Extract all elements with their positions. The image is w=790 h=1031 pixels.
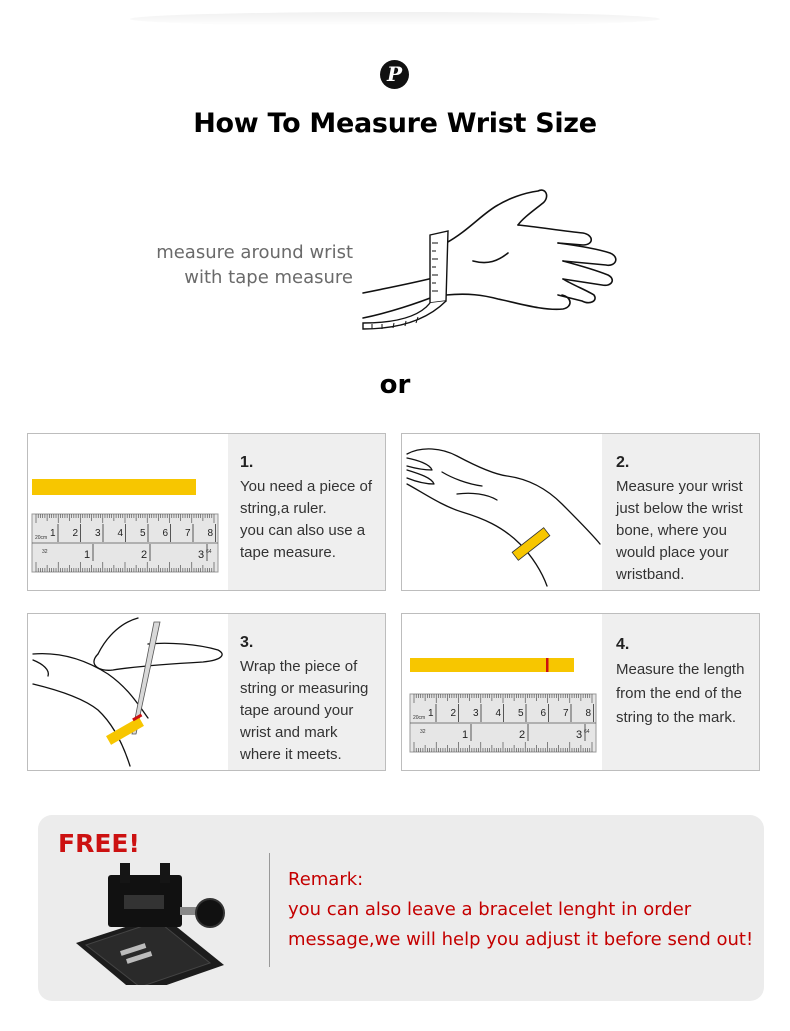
yellow-string: [410, 658, 574, 672]
step-description: Measure your wrist just below the wrist bone, where you would place your wristband.: [616, 478, 743, 583]
ruler-top-mark: 3: [95, 528, 101, 539]
ruler-top-mark: 3: [473, 708, 479, 719]
ruler-top-mark: 1: [50, 528, 56, 539]
measure-string-illustration: [402, 614, 602, 770]
or-separator: or: [379, 370, 411, 400]
remark-line1: you can also leave a bracelet lenght in order: [288, 899, 692, 920]
ruler-unit-bottom-right: 64: [584, 729, 590, 735]
ruler-unit-top: 20cm: [413, 715, 426, 721]
ruler: [32, 514, 218, 572]
yellow-string: [32, 479, 196, 495]
string-and-ruler-illustration: [28, 434, 228, 590]
ruler-bottom-mark: 1: [462, 729, 469, 741]
step-text-3: [240, 632, 382, 766]
ruler-bottom-mark: 2: [141, 549, 148, 561]
wrist-caption-line2: with tape measure: [184, 267, 353, 288]
step-number: 1.: [240, 454, 254, 471]
ruler: [410, 694, 596, 752]
ruler-top-mark: 8: [585, 708, 592, 719]
ruler-top-mark: 5: [140, 528, 146, 539]
step-number: 4.: [616, 636, 630, 653]
step-card-2: [401, 433, 760, 591]
ruler-top-mark: 6: [540, 708, 547, 719]
wrist-tape-illustration: [358, 183, 628, 333]
step-card-1: [27, 433, 386, 591]
free-badge: FREE!: [58, 829, 140, 858]
step-description: You need a piece of string,a ruler. you can also use a tape measure.: [240, 478, 373, 561]
step-number: 2.: [616, 454, 630, 471]
ruler-top-mark: 2: [72, 528, 79, 539]
step-description: Wrap the piece of string or measuring tape around your wrist and mark where it meets.: [240, 658, 369, 763]
ruler-top-mark: 5: [518, 708, 524, 719]
step-card-3: [27, 613, 386, 771]
ruler-bottom-mark: 2: [519, 729, 526, 741]
remark-heading: Remark:: [288, 869, 364, 890]
step-text-2: [616, 452, 758, 586]
ruler-unit-bottom-left: 32: [420, 729, 426, 735]
ruler-top-mark: 1: [428, 708, 434, 719]
ruler-bottom-mark: 3: [576, 729, 583, 741]
ruler-top-mark: 7: [185, 528, 191, 539]
top-shadow: [130, 12, 660, 26]
step-text-4: [616, 634, 758, 730]
wrist-caption: [120, 240, 353, 290]
ruler-unit-bottom-left: 32: [42, 549, 48, 555]
ruler-top-mark: 7: [563, 708, 569, 719]
hand-wristband-illustration: [402, 434, 602, 590]
ruler-top-mark: 2: [450, 708, 457, 719]
remark-divider: [269, 853, 270, 967]
red-mark: [546, 658, 549, 672]
ruler-top-mark: 4: [117, 528, 124, 539]
wrap-and-mark-illustration: [28, 614, 228, 770]
yellow-wristband: [512, 528, 550, 561]
ruler-top-mark: 8: [207, 528, 214, 539]
ruler-unit-top: 20cm: [35, 535, 48, 541]
remark-panel: [38, 815, 764, 1001]
ruler-bottom-mark: 1: [84, 549, 91, 561]
brand-logo-icon: P: [380, 60, 409, 89]
step-description: Measure the length from the end of the string to the mark.: [616, 661, 745, 726]
bracelet-adjust-tool-icon: [74, 855, 234, 985]
remark-line2: message,we will help you adjust it before send out!: [288, 929, 754, 950]
ruler-unit-bottom-right: 64: [206, 549, 212, 555]
yellow-string-wrapped: [106, 717, 144, 745]
step-text-1: [240, 452, 382, 564]
ruler-top-mark: 6: [162, 528, 169, 539]
wrist-caption-line1: measure around wrist: [156, 242, 353, 263]
remark-text: [288, 865, 758, 955]
ruler-bottom-mark: 3: [198, 549, 205, 561]
step-number: 3.: [240, 634, 254, 651]
tape-band: [363, 231, 448, 329]
page-title: How To Measure Wrist Size: [193, 108, 597, 139]
step-card-4: [401, 613, 760, 771]
ruler-top-mark: 4: [495, 708, 502, 719]
